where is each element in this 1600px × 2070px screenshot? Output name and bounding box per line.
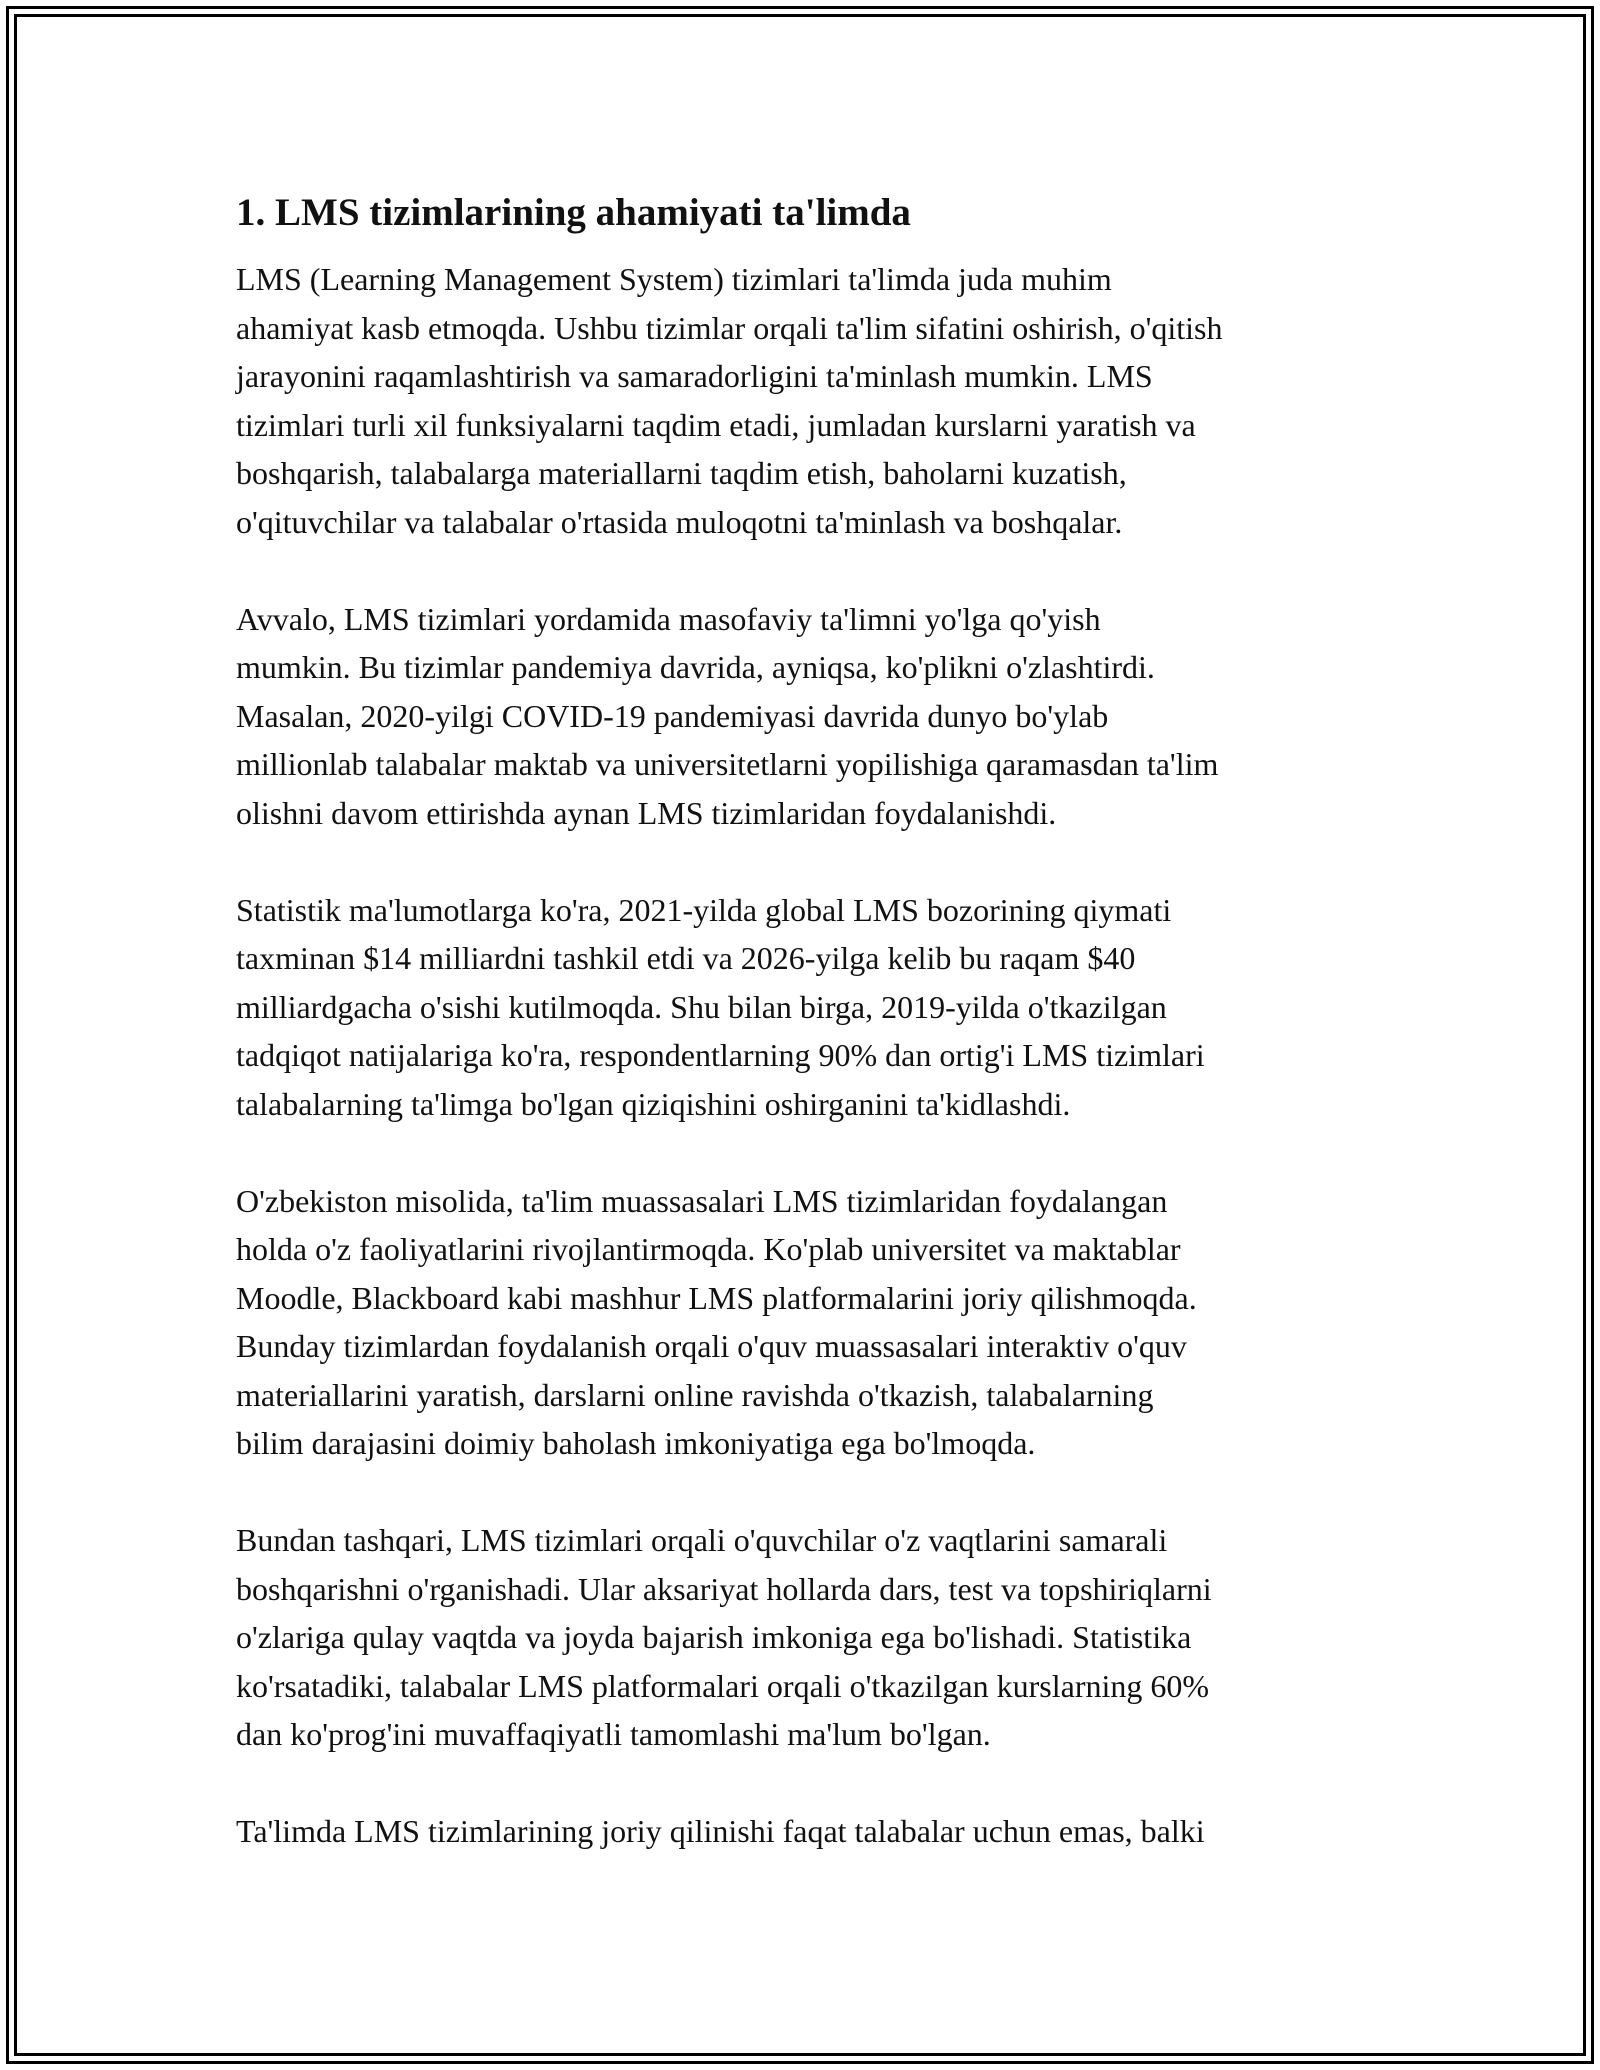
text-line: Statistik ma'lumotlarga ko'ra, 2021-yilda global LMS bozorining qiymati [236,891,1172,928]
paragraph-6 [236,1807,1376,1856]
text-line: millionlab talabalar maktab va universitetlarni yopilishiga qaramasdan ta'lim [236,746,1219,782]
text-line: O'zbekiston misolida, ta'lim muassasalari LMS tizimlaridan foydalangan [236,1182,1168,1219]
text-line: LMS (Learning Management System) tizimlari ta'limda juda muhim [236,261,1112,297]
text-line: holda o'z faoliyatlarini rivojlantirmoqda. Ko'plab universitet va maktablar [236,1231,1181,1267]
paragraph-3 [236,886,1376,1129]
text-line: boshqarish, talabalarga materiallarni taqdim etish, baholarni kuzatish, [236,455,1127,491]
paragraph-5 [236,1516,1376,1759]
text-line: dan ko'prog'ini muvaffaqiyatli tamomlashi ma'lum bo'lgan. [236,1716,991,1752]
text-line: tizimlari turli xil funksiyalarni taqdim etadi, jumladan kurslarni yaratish va [236,406,1196,443]
text-line: Bunday tizimlardan foydalanish orqali o'quv muassasalari interaktiv o'quv [236,1328,1187,1364]
text-line: Ta'limda LMS tizimlarining joriy qilinishi faqat talabalar uchun emas, balki [236,1813,1205,1849]
text-line: materiallarini yaratish, darslarni online ravishda o'tkazish, talabalarning [236,1376,1154,1413]
text-line: o'zlariga qulay vaqtda va joyda bajarish imkoniga ega bo'lishadi. Statistika [236,1619,1192,1655]
section-heading: 1. LMS tizimlarining ahamiyati ta'limda [236,191,911,234]
text-line: tadqiqot natijalariga ko'ra, respondentlarning 90% dan ortig'i LMS tizimlari [236,1037,1205,1073]
text-line: Bundan tashqari, LMS tizimlari orqali o'quvchilar o'z vaqtlarini samarali [236,1522,1168,1558]
text-line: bilim darajasini doimiy baholash imkoniyatiga ega bo'lmoqda. [236,1425,1036,1461]
document-body [236,185,1376,1904]
text-line: mumkin. Bu tizimlar pandemiya davrida, ayniqsa, ko'plikni o'zlashtirdi. [236,649,1155,685]
text-line: jarayonini raqamlashtirish va samaradorligini ta'minlash mumkin. LMS [236,358,1153,394]
text-line: boshqarishni o'rganishadi. Ular aksariyat hollarda dars, test va topshiriqlarni [236,1570,1212,1607]
text-line: ko'rsatadiki, talabalar LMS platformalari orqali o'tkazilgan kurslarning 60% [236,1667,1210,1704]
text-line: olishni davom ettirishda aynan LMS tizimlaridan foydalanishdi. [236,794,1057,831]
paragraph-1 [236,255,1376,546]
text-line: milliardgacha o'sishi kutilmoqda. Shu bilan birga, 2019-yilda o'tkazilgan [236,988,1167,1025]
text-line: o'qituvchilar va talabalar o'rtasida muloqotni ta'minlash va boshqalar. [236,503,1123,540]
paragraph-2 [236,595,1376,838]
text-line: talabalarning ta'limga bo'lgan qiziqishini oshirganini ta'kidlashdi. [236,1085,1071,1122]
paragraph-4 [236,1177,1376,1468]
text-line: Avvalo, LMS tizimlari yordamida masofaviy ta'limni yo'lga qo'yish [236,600,1101,637]
text-line: Masalan, 2020-yilgi COVID-19 pandemiyasi davrida dunyo bo'ylab [236,697,1109,734]
text-line: ahamiyat kasb etmoqda. Ushbu tizimlar orqali ta'lim sifatini oshirish, o'qitish [236,309,1223,346]
text-line: taxminan $14 milliardni tashkil etdi va 2026-yilga kelib bu raqam $40 [236,940,1136,976]
text-line: Moodle, Blackboard kabi mashhur LMS platformalarini joriy qilishmoqda. [236,1279,1197,1316]
